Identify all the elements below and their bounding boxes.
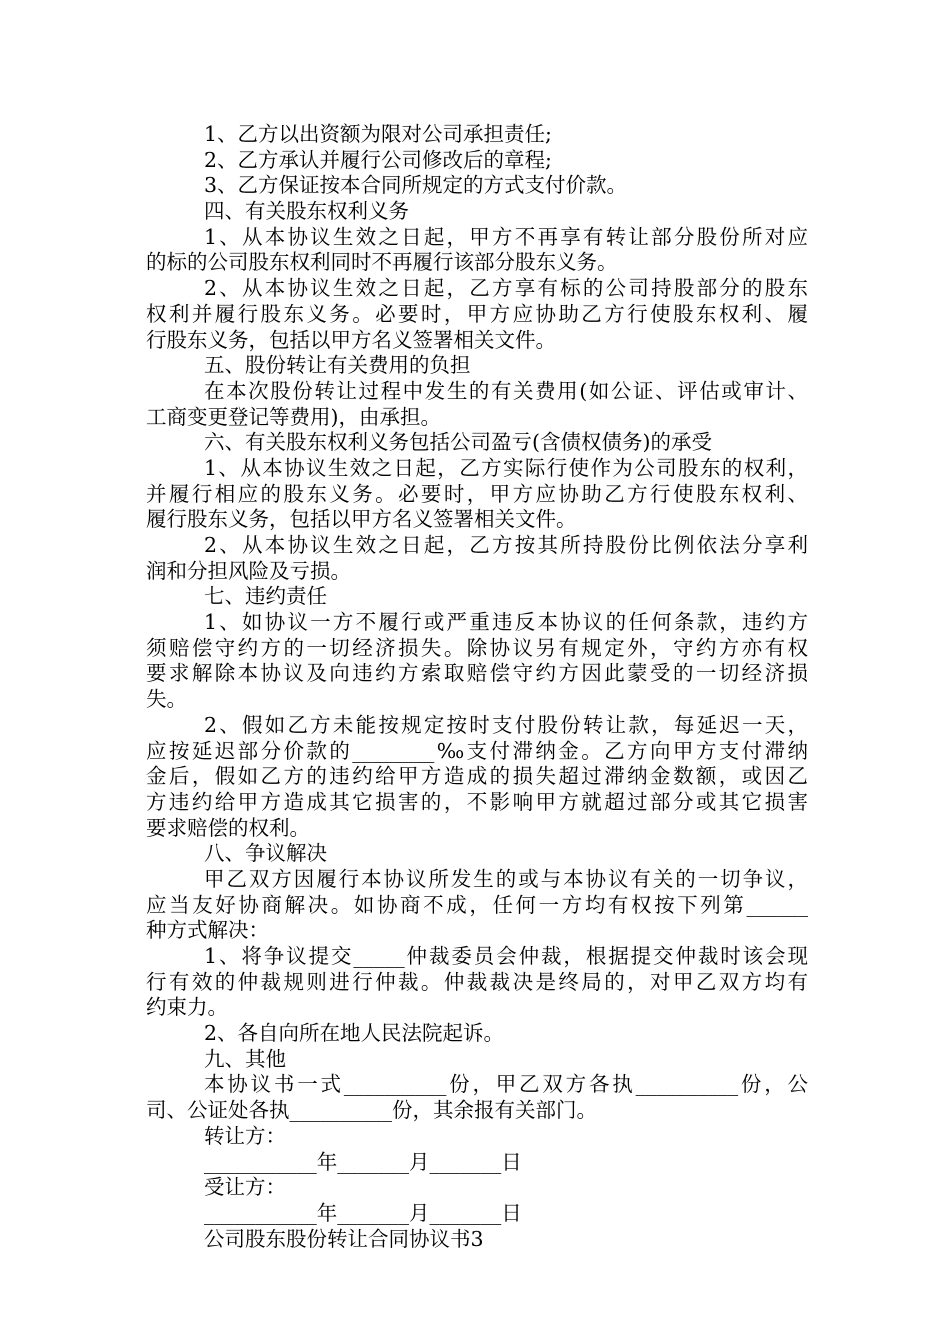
document-line: 甲乙双方因履行本协议所发生的或与本协议有关的一切争议， bbox=[204, 866, 808, 891]
document-line: 1、将争议提交_____仲裁委员会仲裁，根据提交仲裁时该会现 bbox=[204, 944, 808, 968]
document-line: 九、其他 bbox=[204, 1046, 286, 1071]
document-line: 方违约给甲方造成其它损害的，不影响甲方就超过部分或其它损害 bbox=[146, 789, 808, 814]
document-line: 的标的公司股东权利同时不再履行该部分股东义务。 bbox=[146, 250, 618, 275]
document-line: 金后，假如乙方的违约给甲方造成的损失超过滞纳金数额，或因乙 bbox=[146, 764, 808, 789]
document-line: 1、从本协议生效之日起，甲方不再享有转让部分股份所对应 bbox=[204, 224, 808, 249]
document-line: 1、乙方以出资额为限对公司承担责任; bbox=[204, 122, 552, 146]
document-line: 司、公证处各执__________份，其余报有关部门。 bbox=[146, 1098, 597, 1123]
document-line: 种方式解决： bbox=[146, 918, 269, 943]
document-line: 2、假如乙方未能按规定按时支付股份转让款，每延迟一天， bbox=[204, 712, 808, 737]
document-line: 行有效的仲裁规则进行仲裁。仲裁裁决是终局的，对甲乙双方均有 bbox=[146, 969, 808, 994]
document-line: 五、股份转让有关费用的负担 bbox=[204, 353, 471, 378]
document-line: 1、从本协议生效之日起，乙方实际行使作为公司股东的权利， bbox=[204, 455, 808, 480]
document-line: 受让方： bbox=[204, 1175, 286, 1200]
document-line: 润和分担风险及亏损。 bbox=[146, 558, 351, 583]
document-line: 转让方： bbox=[204, 1123, 286, 1148]
document-line: 四、有关股东权利义务 bbox=[204, 199, 409, 224]
document-line: 3、乙方保证按本合同所规定的方式支付价款。 bbox=[204, 173, 628, 198]
document-line: 约束力。 bbox=[146, 995, 228, 1020]
document-line: 行股东义务，包括以甲方名义签署相关文件。 bbox=[146, 327, 556, 352]
document-line: 权利并履行股东义务。必要时，甲方应协助乙方行使股东权利、履 bbox=[146, 301, 808, 326]
document-line: 要求赔偿的权利。 bbox=[146, 815, 310, 840]
document-line: ___________年_______月_______日 bbox=[204, 1200, 522, 1225]
document-line: 2、乙方承认并履行公司修改后的章程; bbox=[204, 147, 552, 172]
document-line: 七、违约责任 bbox=[204, 584, 327, 609]
document-page bbox=[146, 122, 808, 1252]
document-line: 六、有关股东权利义务包括公司盈亏(含债权债务)的承受 bbox=[204, 430, 712, 455]
document-line: 要求解除本协议及向违约方索取赔偿守约方因此蒙受的一切经济损 bbox=[146, 661, 808, 686]
document-line: 八、争议解决 bbox=[204, 841, 327, 866]
document-line: 2、从本协议生效之日起，乙方享有标的公司持股部分的股东 bbox=[204, 276, 808, 301]
document-line: 2、从本协议生效之日起，乙方按其所持股份比例依法分享利 bbox=[204, 533, 808, 557]
document-line: 本协议书一式__________份，甲乙双方各执__________份，公 bbox=[204, 1072, 808, 1097]
document-line: 失。 bbox=[146, 687, 187, 712]
document-line: 工商变更登记等费用)，由承担。 bbox=[146, 404, 441, 429]
document-line: ___________年_______月_______日 bbox=[204, 1149, 522, 1174]
document-line: 履行股东义务，包括以甲方名义签署相关文件。 bbox=[146, 507, 577, 532]
document-line: 在本次股份转让过程中发生的有关费用(如公证、评估或审计、 bbox=[204, 378, 808, 403]
document-line: 应当友好协商解决。如协商不成，任何一方均有权按下列第______ bbox=[146, 892, 808, 917]
document-line: 2、各自向所在地人民法院起诉。 bbox=[204, 1021, 505, 1046]
document-line: 公司股东股份转让合同协议书3 bbox=[204, 1226, 484, 1251]
document-line: 并履行相应的股东义务。必要时，甲方应协助乙方行使股东权利、 bbox=[146, 481, 808, 506]
document-line: 应按延迟部分价款的________‰支付滞纳金。乙方向甲方支付滞纳 bbox=[146, 738, 808, 763]
document-line: 1、如协议一方不履行或严重违反本协议的任何条款，违约方 bbox=[204, 610, 808, 635]
document-line: 须赔偿守约方的一切经济损失。除协议另有规定外，守约方亦有权 bbox=[146, 635, 808, 660]
